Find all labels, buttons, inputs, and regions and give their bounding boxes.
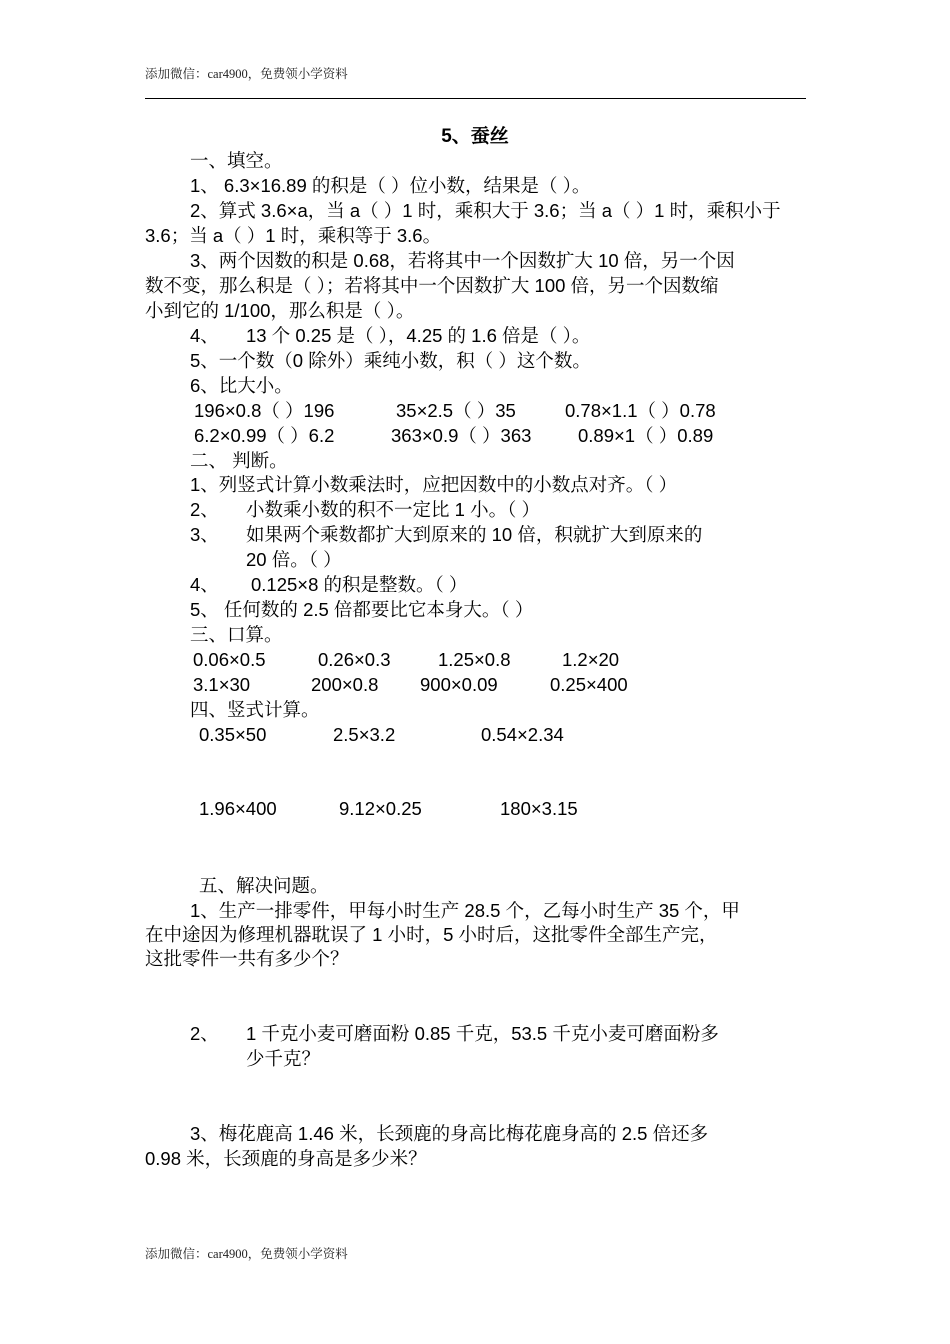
compare-item: 6.2×0.99（ ）6.2 [194,425,335,446]
s5-p1-line1: 1、生产一排零件，甲每小时生产 28.5 个，乙每小时生产 35 个，甲 [190,900,740,921]
s1-q6: 6、比大小。 [190,375,293,396]
s2-q3-line1: 如果两个乘数都扩大到原来的 10 倍，积就扩大到原来的 [246,524,703,545]
oral-item: 1.25×0.8 [438,649,511,670]
s5-p2-line1: 1 千克小麦可磨面粉 0.85 千克，53.5 千克小麦可磨面粉多 [246,1023,719,1044]
s1-q3-line3: 小到它的 1/100，那么积是（ ）。 [145,300,415,321]
s5-p2-line2: 少千克？ [246,1048,321,1069]
vertical-item: 9.12×0.25 [339,798,422,819]
s5-p1-line3: 这批零件一共有多少个？ [145,948,349,969]
compare-item: 196×0.8（ ）196 [194,400,335,421]
oral-item: 1.2×20 [562,649,620,670]
s2-q1: 1、列竖式计算小数乘法时，应把因数中的小数点对齐。（ ） [190,474,678,495]
vertical-item: 1.96×400 [199,798,277,819]
page-footer: 添加微信：car4900，免费领小学资料 [145,1247,348,1261]
header-rule [145,98,806,99]
s2-q2: 小数乘小数的积不一定比 1 小。（ ） [246,499,540,520]
s1-q4-number: 4、 [190,325,219,346]
section-2-heading: 二、 判断。 [190,450,288,471]
vertical-item: 180×3.15 [500,798,578,819]
s1-q2-line1: 2、算式 3.6×a，当 a（ ）1 时，乘积大于 3.6；当 a（ ）1 时，乘积小于 [190,200,781,221]
oral-item: 200×0.8 [311,674,379,695]
compare-item: 363×0.9（ ）363 [391,425,532,446]
s2-q5: 5、 任何数的 2.5 倍都要比它本身大。（ ） [190,599,534,620]
s5-p2-number: 2、 [190,1023,219,1044]
s1-q2-line2: 3.6；当 a（ ）1 时，乘积等于 3.6。 [145,225,442,246]
section-4-heading: 四、竖式计算。 [190,699,320,720]
section-3-heading: 三、口算。 [190,624,283,645]
s2-q3-line2: 20 倍。（ ） [246,549,342,570]
s1-q5: 5、一个数（0 除外）乘纯小数，积（ ）这个数。 [190,350,591,371]
oral-item: 0.26×0.3 [318,649,391,670]
s5-p3-line2: 0.98 米，长颈鹿的身高是多少米？ [145,1148,427,1169]
vertical-item: 0.35×50 [199,724,267,745]
s2-q3-number: 3、 [190,524,219,545]
s1-q1: 1、 6.3×16.89 的积是（ ）位小数，结果是（ ）。 [190,175,591,196]
oral-item: 3.1×30 [193,674,251,695]
vertical-item: 0.54×2.34 [481,724,564,745]
s2-q4: 0.125×8 的积是整数。（ ） [251,574,468,595]
s5-p1-line2: 在中途因为修理机器耽误了 1 小时，5 小时后，这批零件全部生产完， [145,924,718,945]
page-title: 5、蚕丝 [441,126,509,147]
page-header: 添加微信：car4900，免费领小学资料 [145,67,348,81]
s1-q3-line2: 数不变，那么积是（ ）；若将其中一个因数扩大 100 倍，另一个因数缩 [145,275,719,296]
s1-q3-line1: 3、两个因数的积是 0.68，若将其中一个因数扩大 10 倍，另一个因 [190,250,735,271]
s2-q4-number: 4、 [190,574,219,595]
s5-p3-line1: 3、梅花鹿高 1.46 米，长颈鹿的身高比梅花鹿身高的 2.5 倍还多 [190,1123,709,1144]
compare-item: 0.78×1.1（ ）0.78 [565,400,716,421]
oral-item: 0.25×400 [550,674,628,695]
oral-item: 0.06×0.5 [193,649,266,670]
vertical-item: 2.5×3.2 [333,724,396,745]
s2-q2-number: 2、 [190,499,219,520]
section-5-heading: 五、解决问题。 [199,875,329,896]
compare-item: 0.89×1（ ）0.89 [578,425,714,446]
compare-item: 35×2.5（ ）35 [396,400,516,421]
s1-q4: 13 个 0.25 是（ ），4.25 的 1.6 倍是（ ）。 [246,325,591,346]
section-1-heading: 一、填空。 [190,150,283,171]
oral-item: 900×0.09 [420,674,498,695]
